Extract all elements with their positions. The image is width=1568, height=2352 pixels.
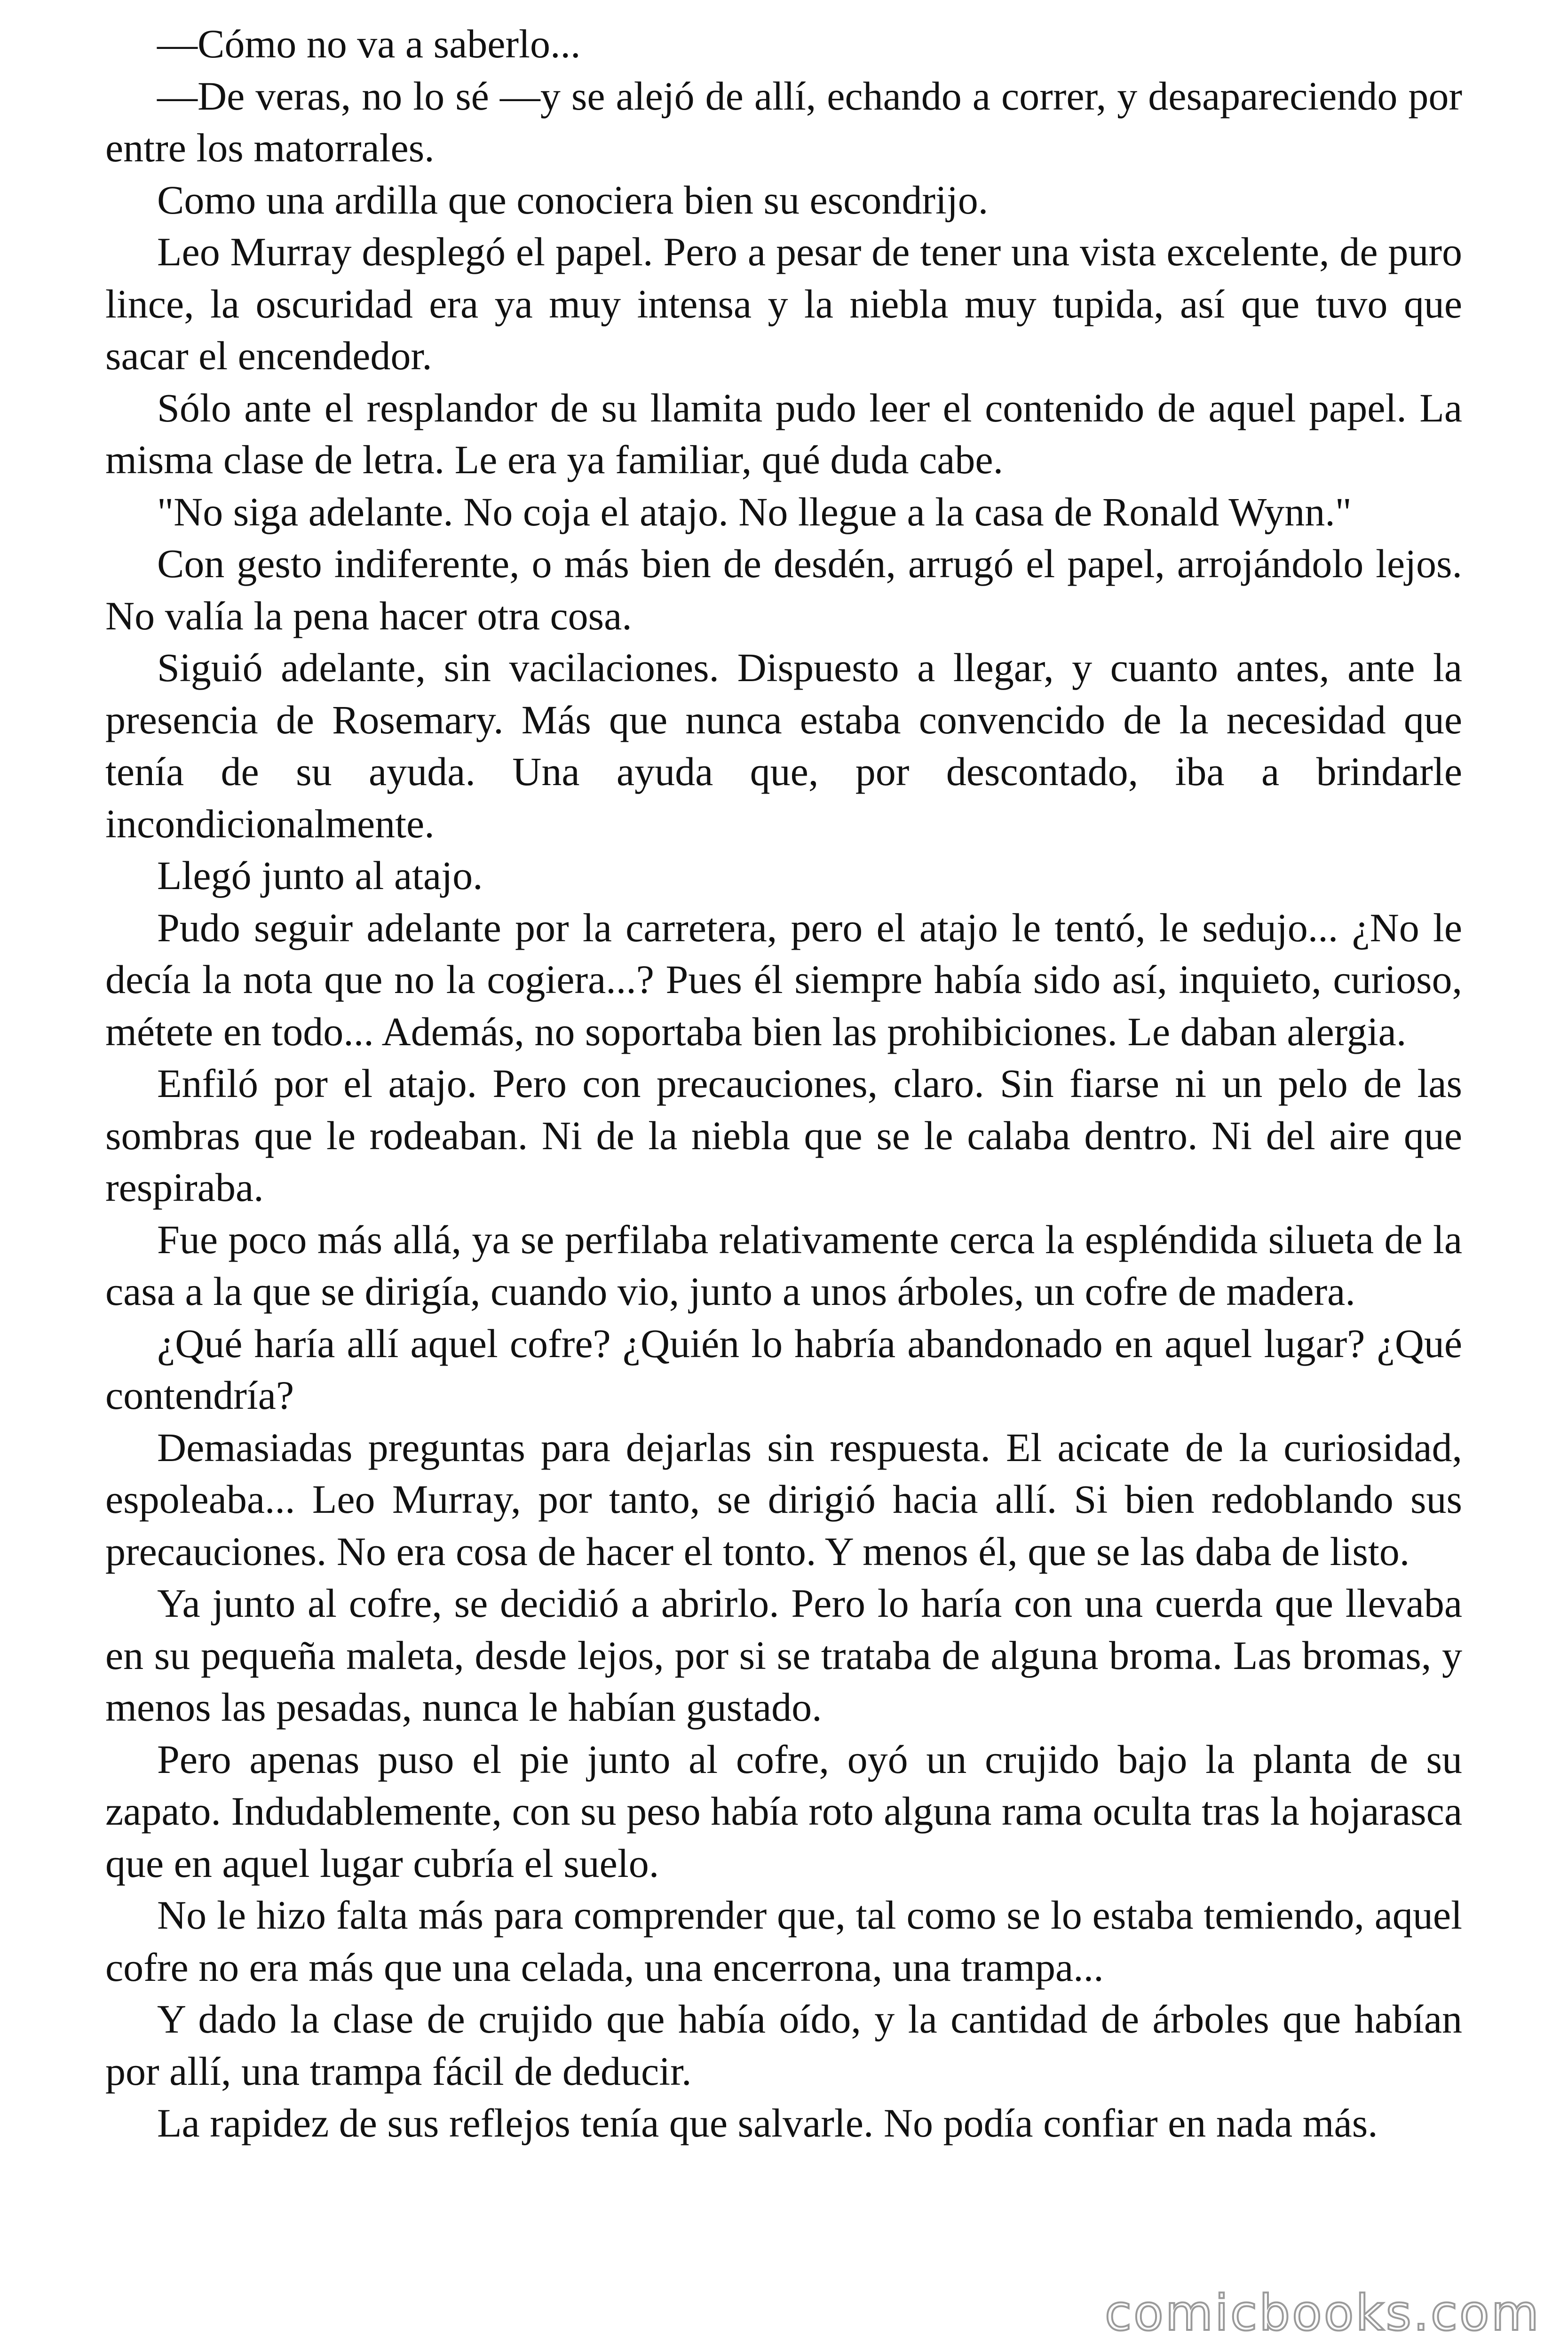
paragraph: Pero apenas puso el pie junto al cofre, oyó un crujido bajo la planta de su zapato. Indudablemente, con su peso había roto alguna rama oculta tras la hojarasca que en aquel lugar cubría el suelo. — [105, 1736, 1462, 1886]
paragraph: Sólo ante el resplandor de su llamita pudo leer el contenido de aquel papel. La misma clase de letra. Le era ya familiar, qué duda cabe. — [105, 385, 1462, 482]
paragraph: La rapidez de sus reflejos tenía que salvarle. No podía confiar en nada más. — [157, 2100, 1378, 2145]
paragraph: Siguió adelante, sin vacilaciones. Dispuesto a llegar, y cuanto antes, ante la presencia de Rosemary. Más que nunca estaba convencido de la necesidad que tenía de su ayuda. Una ayuda que, por descontado, iba a brindarle incondicionalmente. — [105, 645, 1462, 846]
paragraph: —Cómo no va a saberlo... — [157, 21, 581, 66]
paragraph: Como una ardilla que conociera bien su escondrijo. — [157, 177, 989, 222]
watermark: comicbooks.com — [1104, 2284, 1541, 2342]
paragraph: Pudo seguir adelante por la carretera, pero el atajo le tentó, le sedujo... ¿No le decía la nota que no la cogiera...? Pues él siempre había sido así, inquieto, curioso, métete en todo... Además, no soportaba bien las prohibiciones. Le daban alergia. — [105, 905, 1462, 1054]
paragraph: No le hizo falta más para comprender que, tal como se lo estaba temiendo, aquel cofre no era más que una celada, una encerrona, una trampa... — [105, 1892, 1462, 1990]
body-text — [105, 18, 1462, 2149]
paragraph: Y dado la clase de crujido que había oído, y la cantidad de árboles que habían por allí, una trampa fácil de deducir. — [105, 1996, 1462, 2094]
paragraph: Fue poco más allá, ya se perfilaba relativamente cerca la espléndida silueta de la casa a la que se dirigía, cuando vio, junto a unos árboles, un cofre de madera. — [105, 1216, 1462, 1314]
paragraph: Leo Murray desplegó el papel. Pero a pesar de tener una vista excelente, de puro lince, la oscuridad era ya muy intensa y la niebla muy tupida, así que tuvo que sacar el encendedor. — [105, 229, 1462, 378]
paragraph: Enfiló por el atajo. Pero con precauciones, claro. Sin fiarse ni un pelo de las sombras que le rodeaban. Ni de la niebla que se le calaba dentro. Ni del aire que respiraba. — [105, 1061, 1462, 1210]
paragraph: Con gesto indiferente, o más bien de desdén, arrugó el papel, arrojándolo lejos. No valía la pena hacer otra cosa. — [105, 541, 1462, 638]
paragraph: ¿Qué haría allí aquel cofre? ¿Quién lo habría abandonado en aquel lugar? ¿Qué contendría? — [105, 1320, 1462, 1418]
paragraph: Llegó junto al atajo. — [157, 853, 483, 898]
paragraph: Demasiadas preguntas para dejarlas sin respuesta. El acicate de la curiosidad, espoleaba... Leo Murray, por tanto, se dirigió hacia allí. Si bien redoblando sus precauciones. No era cosa de hacer el tonto. Y menos él, que se las daba de listo. — [105, 1424, 1462, 1574]
paragraph: Ya junto al cofre, se decidió a abrirlo. Pero lo haría con una cuerda que llevaba en su pequeña maleta, desde lejos, por si se trataba de alguna broma. Las bromas, y menos las pesadas, nunca le habían gustado. — [105, 1581, 1462, 1730]
paragraph: "No siga adelante. No coja el atajo. No llegue a la casa de Ronald Wynn." — [157, 489, 1352, 534]
paragraph: —De veras, no lo sé —y se alejó de allí, echando a correr, y desapareciendo por entre los matorrales. — [105, 73, 1462, 170]
